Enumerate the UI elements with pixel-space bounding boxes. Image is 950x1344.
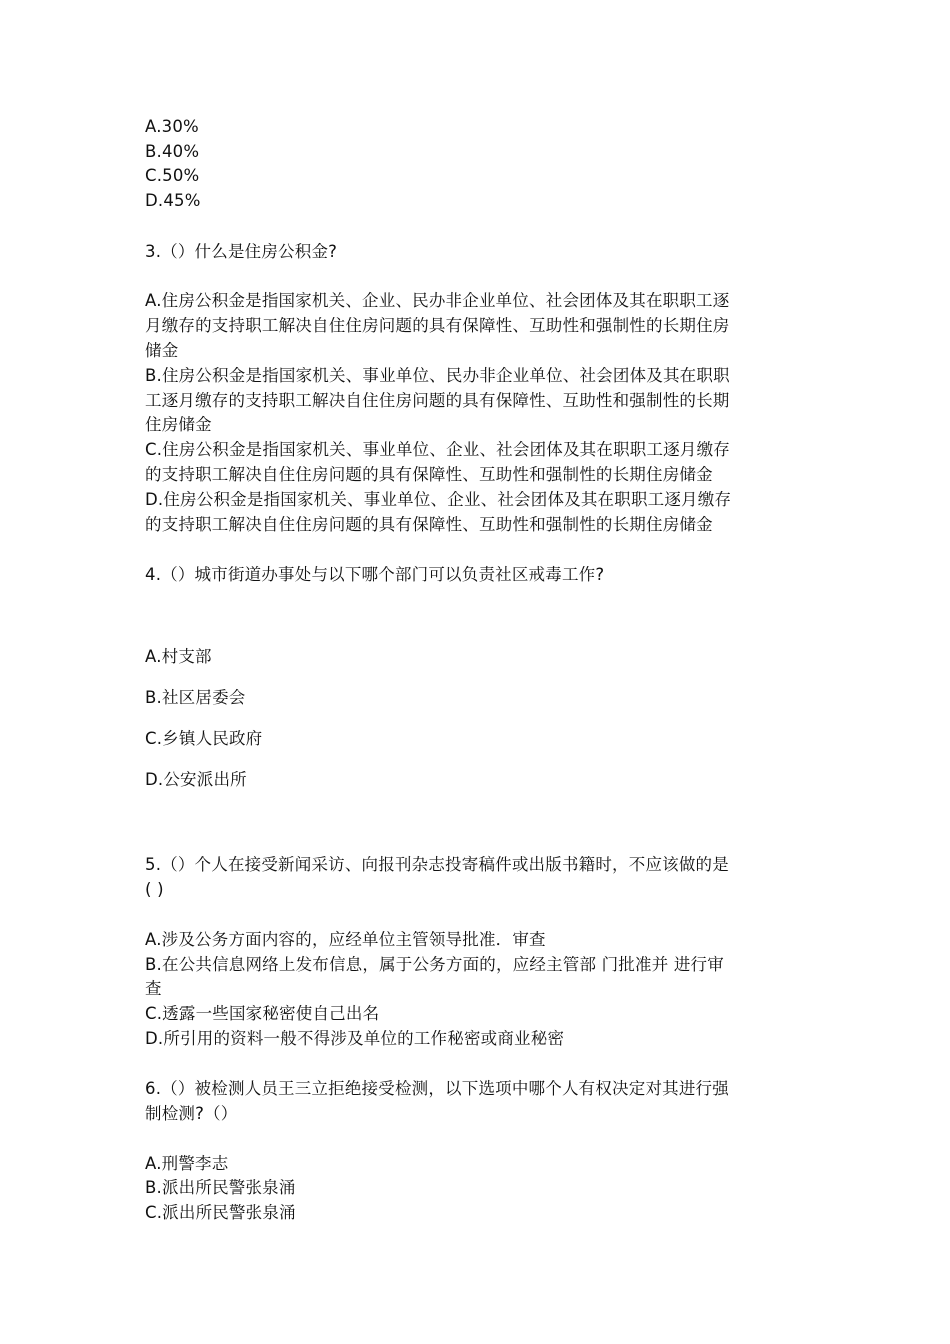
option-c-line-1: C.住房公积金是指国家机关、事业单位、企业、社会团体及其在职职工逐月缴存 [145, 440, 730, 459]
option-b-line-2: 查 [145, 979, 162, 998]
option-a: A.30% [145, 117, 199, 136]
option-b-line-2: 工逐月缴存的支持职工解决自住住房问题的具有保障性、互助性和强制性的长期 [145, 391, 730, 410]
question-stem-line-2: ( ) [145, 880, 164, 899]
question-stem: 4.（）城市街道办事处与以下哪个部门可以负责社区戒毒工作? [145, 565, 605, 584]
option-b: B.社区居委会 [145, 688, 246, 707]
option-c-line-2: 的支持职工解决自住住房问题的具有保障性、互助性和强制性的长期住房储金 [145, 465, 713, 484]
option-b: B.40% [145, 142, 200, 161]
option-a-line-3: 储金 [145, 341, 179, 360]
option-c: C.50% [145, 166, 200, 185]
question-stem-line-1: 5.（）个人在接受新闻采访、向报刊杂志投寄稿件或出版书籍时，不应该做的是 [145, 855, 729, 874]
option-a-line-2: 月缴存的支持职工解决自住住房问题的具有保障性、互助性和强制性的长期住房 [145, 316, 730, 335]
option-b-line-1: B.住房公积金是指国家机关、事业单位、民办非企业单位、社会团体及其在职职 [145, 366, 730, 385]
option-b-line-3: 住房储金 [145, 415, 212, 434]
question-stem-line-2: 制检测?（） [145, 1104, 238, 1123]
option-c: C.透露一些国家秘密使自己出名 [145, 1004, 380, 1023]
option-a: A.刑警李志 [145, 1154, 229, 1173]
question-stem: 3.（）什么是住房公积金? [145, 242, 338, 261]
option-d: D.公安派出所 [145, 770, 247, 789]
option-d-line-1: D.住房公积金是指国家机关、事业单位、企业、社会团体及其在职职工逐月缴存 [145, 490, 732, 509]
option-d-line-2: 的支持职工解决自住住房问题的具有保障性、互助性和强制性的长期住房储金 [145, 515, 713, 534]
option-a: A.涉及公务方面内容的，应经单位主管领导批准．审查 [145, 930, 546, 949]
option-c: C.派出所民警张泉涌 [145, 1203, 296, 1222]
option-b: B.派出所民警张泉涌 [145, 1178, 296, 1197]
option-a-line-1: A.住房公积金是指国家机关、企业、民办非企业单位、社会团体及其在职职工逐 [145, 291, 730, 310]
option-d: D.所引用的资料一般不得涉及单位的工作秘密或商业秘密 [145, 1029, 565, 1048]
option-c: C.乡镇人民政府 [145, 729, 263, 748]
question-stem-line-1: 6.（）被检测人员王三立拒绝接受检测，以下选项中哪个人有权决定对其进行强 [145, 1079, 729, 1098]
option-a: A.村支部 [145, 647, 212, 666]
option-d: D.45% [145, 191, 201, 210]
option-b-line-1: B.在公共信息网络上发布信息，属于公务方面的，应经主管部 门批准并 进行审 [145, 955, 724, 974]
